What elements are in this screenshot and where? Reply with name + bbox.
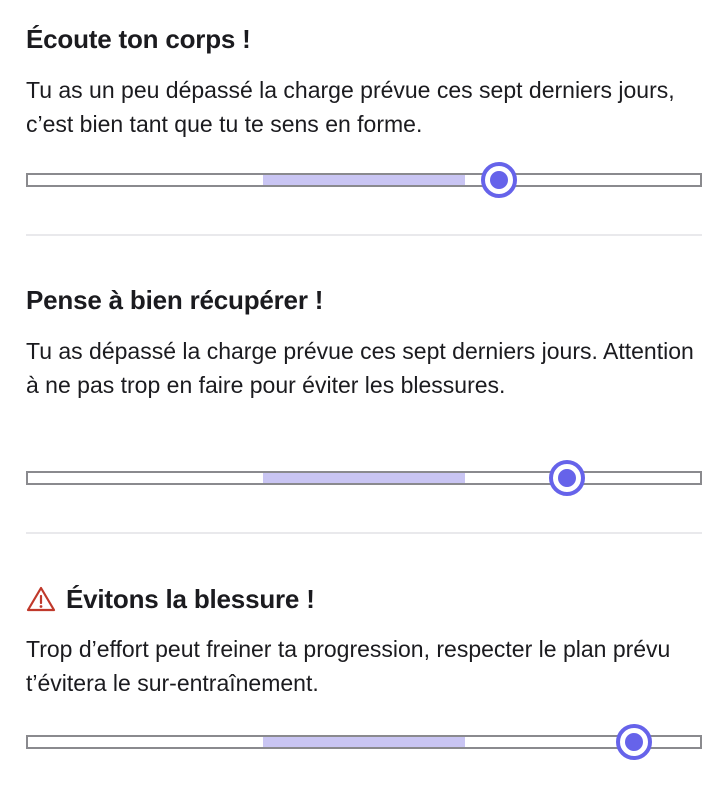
- load-card-injury-risk: [26, 582, 702, 700]
- gauge-indicator: [549, 460, 585, 496]
- gauge-indicator: [616, 724, 652, 760]
- gauge-target-zone: [263, 737, 466, 747]
- gauge-indicator: [481, 162, 517, 198]
- divider: [26, 532, 702, 534]
- card-title-row: [26, 582, 702, 616]
- divider: [26, 234, 702, 236]
- load-gauge: [26, 458, 702, 498]
- warning-triangle-icon: [26, 585, 56, 613]
- gauge-target-zone: [263, 473, 466, 483]
- load-card-slightly-over: [26, 22, 702, 141]
- card-description: Tu as dépassé la charge prévue ces sept derniers jours. Attention à ne pas trop en faire pour éviter les blessures.: [26, 338, 694, 398]
- card-title: Pense à bien récupérer !: [26, 285, 324, 315]
- card-description: Trop d’effort peut freiner ta progression, respecter le plan prévu t’évitera le sur-entraînement.: [26, 636, 671, 696]
- load-gauge: [26, 160, 702, 200]
- card-title: Évitons la blessure !: [66, 584, 315, 614]
- gauge-target-zone: [263, 175, 466, 185]
- card-description: Tu as un peu dépassé la charge prévue ces sept derniers jours, c’est bien tant que tu te sens en forme.: [26, 77, 675, 137]
- load-card-over: [26, 283, 702, 402]
- card-title: Écoute ton corps !: [26, 24, 251, 54]
- load-gauge: [26, 722, 702, 762]
